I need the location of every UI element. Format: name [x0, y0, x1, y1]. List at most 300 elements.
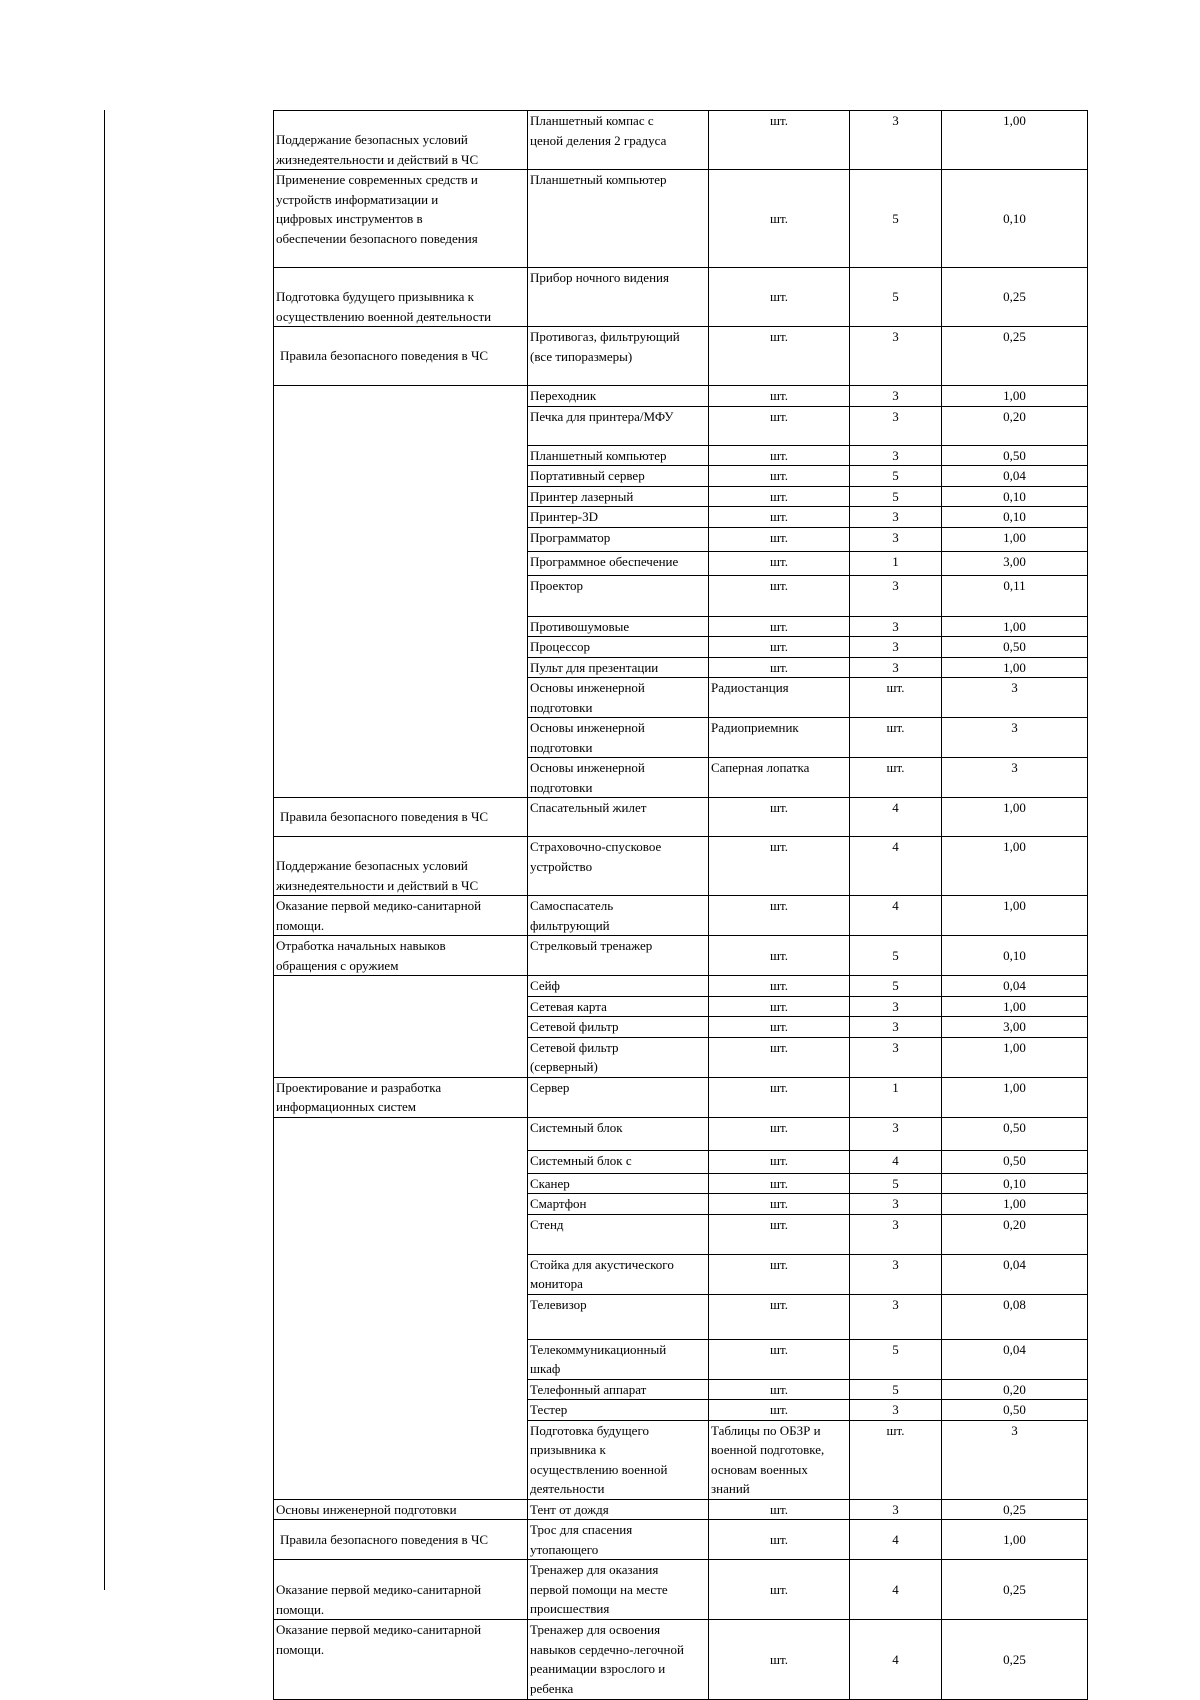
- unit-value: шт.: [770, 639, 788, 654]
- unit-cell: [709, 327, 850, 386]
- unit-cell: [709, 936, 850, 976]
- section-cell: [274, 386, 528, 798]
- section-name: Основы инженерной подготовки: [530, 720, 645, 755]
- coefficient-value: 1,00: [1003, 1531, 1026, 1547]
- coefficient-value: 0,10: [1003, 488, 1026, 504]
- coefficient-value: 1,00: [1003, 659, 1026, 675]
- quantity-cell: [850, 976, 942, 997]
- quantity-value: 4: [892, 839, 899, 854]
- item-name-cell: [528, 1037, 709, 1077]
- quantity-value: 3: [892, 1501, 899, 1517]
- quantity-cell: [850, 657, 942, 678]
- quantity-value: 3: [1011, 680, 1018, 695]
- unit-cell: [709, 837, 850, 896]
- item-name: Трос для спасения утопающего: [530, 1522, 633, 1557]
- item-name: Телефонный аппарат: [530, 1381, 647, 1397]
- quantity-value: 3: [1011, 720, 1018, 735]
- unit-cell: [850, 678, 942, 718]
- quantity-value: 3: [892, 1039, 899, 1055]
- quantity-cell: [850, 896, 942, 936]
- unit-value: шт.: [770, 1296, 788, 1312]
- quantity-cell: [850, 1294, 942, 1339]
- coefficient-value: 0,50: [1003, 447, 1026, 463]
- coefficient-value: 1,00: [1003, 898, 1026, 913]
- unit-cell: [709, 1017, 850, 1038]
- item-name: Телекоммуникационный шкаф: [530, 1341, 667, 1376]
- coefficient-cell: [942, 1379, 1088, 1400]
- coefficient-cell: [942, 1194, 1088, 1215]
- coefficient-cell: [942, 1037, 1088, 1077]
- unit-value: шт.: [770, 800, 788, 815]
- unit-value: шт.: [770, 388, 788, 403]
- unit-cell: [709, 507, 850, 528]
- coefficient-value: 0,25: [1003, 329, 1026, 344]
- coefficient-value: 0,20: [1003, 408, 1026, 424]
- quantity-cell: [850, 1400, 942, 1421]
- quantity-value: 3: [892, 408, 899, 424]
- coefficient-cell: [942, 1254, 1088, 1294]
- item-name-cell: [709, 758, 850, 798]
- unit-value: шт.: [886, 760, 905, 775]
- unit-value: шт.: [770, 998, 788, 1014]
- coefficient-value: 1,00: [1003, 113, 1026, 128]
- quantity-value: 3: [892, 388, 899, 403]
- coefficient-cell: [942, 1620, 1088, 1700]
- coefficient-cell: [942, 386, 1088, 407]
- coefficient-value: 1,00: [1003, 1196, 1026, 1211]
- table-row: [274, 837, 1088, 896]
- unit-cell: [709, 386, 850, 407]
- coefficient-value: 0,50: [1003, 1402, 1026, 1417]
- item-name: Портативный сервер: [530, 468, 645, 483]
- coefficient-value: 0,50: [1003, 639, 1026, 654]
- unit-value: шт.: [770, 1019, 788, 1034]
- coefficient-cell: [942, 1173, 1088, 1194]
- unit-cell: [709, 1117, 850, 1150]
- section-cell: [528, 718, 709, 758]
- unit-value: шт.: [886, 680, 905, 695]
- quantity-cell: [850, 268, 942, 327]
- section-cell: [528, 678, 709, 718]
- coefficient-value: 0,10: [1003, 947, 1026, 963]
- item-name-cell: [528, 1294, 709, 1339]
- coefficient-cell: [942, 170, 1088, 268]
- section-name: Применение современных средств и устройств информатизации и цифровых инструментов в обеспечении безопасного поведения: [276, 172, 478, 246]
- item-name-cell: [528, 1254, 709, 1294]
- section-name: Правила безопасного поведения в ЧС: [280, 1531, 489, 1547]
- quantity-value: 5: [892, 1381, 899, 1397]
- coefficient-value: 1,00: [1003, 388, 1026, 403]
- item-name: Процессор: [530, 639, 590, 654]
- unit-value: шт.: [770, 1402, 788, 1417]
- table-row: [274, 111, 1088, 170]
- quantity-cell: [850, 616, 942, 637]
- item-name-cell: [528, 657, 709, 678]
- unit-cell: [850, 758, 942, 798]
- item-name-cell: [528, 616, 709, 637]
- coefficient-cell: [942, 936, 1088, 976]
- section-cell: [528, 1420, 709, 1499]
- unit-cell: [709, 896, 850, 936]
- unit-cell: [709, 1620, 850, 1700]
- unit-cell: [709, 1173, 850, 1194]
- coefficient-value: 0,25: [1003, 1581, 1026, 1597]
- unit-cell: [709, 466, 850, 487]
- unit-cell: [709, 111, 850, 170]
- item-name: Программатор: [530, 529, 611, 545]
- coefficient-value: 0,11: [1003, 577, 1026, 593]
- item-name: Системный блок с: [530, 1152, 632, 1168]
- item-name: Телевизор: [530, 1296, 587, 1312]
- item-name: Принтер лазерный: [530, 488, 634, 504]
- quantity-value: 5: [892, 1175, 899, 1191]
- unit-value: шт.: [770, 839, 788, 854]
- equipment-table: [273, 110, 1088, 1700]
- unit-value: шт.: [770, 1039, 788, 1055]
- section-name: Поддержание безопасных условий жизнедеятельности и действий в ЧС: [276, 132, 479, 167]
- quantity-cell: [850, 507, 942, 528]
- unit-value: шт.: [770, 1381, 788, 1397]
- section-cell: [274, 1620, 528, 1700]
- item-name-cell: [528, 111, 709, 170]
- quantity-value: 5: [892, 289, 899, 305]
- coefficient-value: 0,25: [1003, 289, 1026, 305]
- unit-value: шт.: [770, 1341, 788, 1357]
- item-name: Стойка для акустического монитора: [530, 1256, 674, 1291]
- table-row: [274, 936, 1088, 976]
- section-name: Подготовка будущего призывника к осуществлению военной деятельности: [530, 1422, 668, 1496]
- coefficient-cell: [942, 1499, 1088, 1520]
- unit-value: шт.: [770, 947, 788, 963]
- unit-cell: [709, 1214, 850, 1254]
- quantity-value: 3: [892, 329, 899, 344]
- section-cell: [274, 327, 528, 386]
- coefficient-cell: [942, 1520, 1088, 1560]
- item-name-cell: [528, 1017, 709, 1038]
- item-name-cell: [528, 1117, 709, 1150]
- coefficient-cell: [942, 268, 1088, 327]
- unit-value: шт.: [770, 1079, 788, 1095]
- item-name: Программное обеспечение: [530, 553, 679, 569]
- coefficient-cell: [942, 976, 1088, 997]
- quantity-cell: [850, 551, 942, 575]
- item-name: Печка для принтера/МФУ: [530, 408, 674, 424]
- item-name-cell: [528, 406, 709, 445]
- item-name: Проектор: [530, 577, 583, 593]
- item-name: Спасательный жилет: [530, 800, 647, 815]
- coefficient-value: 1,00: [1003, 800, 1026, 815]
- item-name: Противошумовые: [530, 618, 630, 634]
- quantity-cell: [850, 1560, 942, 1620]
- coefficient-cell: [942, 616, 1088, 637]
- quantity-cell: [942, 678, 1088, 718]
- quantity-value: 5: [892, 210, 899, 226]
- item-name-cell: [528, 837, 709, 896]
- coefficient-value: 0,50: [1003, 1152, 1026, 1168]
- item-name-cell: [528, 445, 709, 466]
- item-name-cell: [709, 1420, 850, 1499]
- item-name-cell: [528, 386, 709, 407]
- coefficient-value: 1,00: [1003, 1039, 1026, 1055]
- quantity-cell: [850, 1037, 942, 1077]
- section-cell: [274, 976, 528, 1078]
- coefficient-value: 3,00: [1003, 1019, 1026, 1034]
- coefficient-value: 0,50: [1003, 1119, 1026, 1135]
- quantity-value: 4: [892, 1152, 899, 1168]
- item-name-cell: [528, 1339, 709, 1379]
- quantity-cell: [850, 1150, 942, 1173]
- item-name-cell: [528, 575, 709, 616]
- coefficient-value: 0,08: [1003, 1296, 1026, 1312]
- unit-cell: [709, 1194, 850, 1215]
- quantity-cell: [850, 406, 942, 445]
- quantity-value: 3: [892, 577, 899, 593]
- section-cell: [274, 837, 528, 896]
- quantity-cell: [850, 1499, 942, 1520]
- unit-cell: [709, 1520, 850, 1560]
- unit-value: шт.: [770, 659, 788, 675]
- section-cell: [274, 1520, 528, 1560]
- quantity-cell: [850, 386, 942, 407]
- coefficient-value: 1,00: [1003, 1079, 1026, 1095]
- equipment-table-body: [274, 111, 1088, 1700]
- item-name-cell: [528, 466, 709, 487]
- coefficient-cell: [942, 327, 1088, 386]
- coefficient-cell: [942, 996, 1088, 1017]
- unit-cell: [709, 486, 850, 507]
- item-name-cell: [528, 1620, 709, 1700]
- item-name-cell: [528, 1077, 709, 1117]
- table-row: [274, 976, 1088, 997]
- unit-cell: [709, 551, 850, 575]
- quantity-value: 5: [892, 947, 899, 963]
- quantity-value: 3: [892, 1196, 899, 1211]
- unit-cell: [709, 616, 850, 637]
- coefficient-cell: [942, 798, 1088, 837]
- coefficient-cell: [942, 527, 1088, 551]
- quantity-cell: [850, 170, 942, 268]
- section-cell: [274, 1560, 528, 1620]
- item-name-cell: [528, 1520, 709, 1560]
- unit-value: шт.: [770, 210, 788, 226]
- unit-cell: [709, 1150, 850, 1173]
- coefficient-value: 0,10: [1003, 1175, 1026, 1191]
- table-row: [274, 1620, 1088, 1700]
- item-name-cell: [528, 170, 709, 268]
- item-name: Противогаз, фильтрующий (все типоразмеры): [530, 329, 680, 364]
- unit-value: шт.: [770, 1119, 788, 1135]
- quantity-value: 3: [892, 447, 899, 463]
- item-name: Стенд: [530, 1216, 564, 1232]
- quantity-value: 3: [892, 1402, 899, 1417]
- quantity-value: 3: [892, 1216, 899, 1232]
- item-name-cell: [528, 637, 709, 658]
- quantity-cell: [850, 527, 942, 551]
- unit-cell: [709, 527, 850, 551]
- quantity-value: 1: [892, 1079, 899, 1095]
- item-name-cell: [709, 718, 850, 758]
- section-cell: [274, 170, 528, 268]
- quantity-value: 3: [892, 1019, 899, 1034]
- unit-value: шт.: [770, 618, 788, 634]
- unit-value: шт.: [770, 447, 788, 463]
- quantity-value: 4: [892, 1531, 899, 1547]
- coefficient-value: 3,00: [1003, 553, 1026, 569]
- item-name: Сервер: [530, 1079, 570, 1095]
- coefficient-value: 1,00: [1003, 618, 1026, 634]
- unit-value: шт.: [770, 408, 788, 424]
- item-name-cell: [528, 486, 709, 507]
- table-row: [274, 1077, 1088, 1117]
- quantity-cell: [942, 1420, 1088, 1499]
- item-name: Сетевая карта: [530, 998, 607, 1014]
- table-row: [274, 170, 1088, 268]
- quantity-cell: [850, 111, 942, 170]
- table-row: [274, 268, 1088, 327]
- coefficient-value: 0,10: [1003, 210, 1026, 226]
- quantity-value: 3: [892, 113, 899, 128]
- table-row: [274, 1520, 1088, 1560]
- quantity-value: 5: [892, 978, 899, 993]
- table-row: [274, 1499, 1088, 1520]
- item-name-cell: [709, 678, 850, 718]
- item-name-cell: [528, 936, 709, 976]
- unit-value: шт.: [770, 468, 788, 483]
- quantity-cell: [850, 1620, 942, 1700]
- coefficient-cell: [942, 111, 1088, 170]
- unit-value: шт.: [770, 1216, 788, 1232]
- quantity-value: 5: [892, 468, 899, 483]
- quantity-cell: [850, 1017, 942, 1038]
- section-name: Правила безопасного поведения в ЧС: [280, 809, 489, 825]
- unit-cell: [709, 637, 850, 658]
- quantity-value: 3: [892, 1256, 899, 1272]
- item-name-cell: [528, 1400, 709, 1421]
- section-cell: [274, 1077, 528, 1117]
- unit-cell: [709, 1254, 850, 1294]
- coefficient-value: 0,04: [1003, 1256, 1026, 1272]
- coefficient-cell: [942, 1150, 1088, 1173]
- unit-value: шт.: [770, 529, 788, 545]
- coefficient-value: 0,20: [1003, 1216, 1026, 1232]
- item-name-cell: [528, 996, 709, 1017]
- section-name: Оказание первой медико-санитарной помощи.: [276, 1622, 482, 1657]
- unit-value: шт.: [770, 329, 788, 344]
- item-name-cell: [528, 551, 709, 575]
- table-row: [274, 327, 1088, 386]
- item-name-cell: [528, 1194, 709, 1215]
- coefficient-cell: [942, 551, 1088, 575]
- item-name-cell: [528, 798, 709, 837]
- coefficient-value: 1,00: [1003, 998, 1026, 1014]
- item-name-cell: [528, 896, 709, 936]
- section-cell: [274, 1499, 528, 1520]
- quantity-cell: [850, 1194, 942, 1215]
- quantity-cell: [850, 637, 942, 658]
- unit-cell: [709, 575, 850, 616]
- quantity-value: 3: [892, 659, 899, 675]
- unit-cell: [709, 657, 850, 678]
- quantity-cell: [850, 1339, 942, 1379]
- quantity-cell: [850, 837, 942, 896]
- item-name: Стрелковый тренажер: [530, 938, 653, 953]
- unit-cell: [709, 445, 850, 466]
- coefficient-value: 1,00: [1003, 839, 1026, 854]
- quantity-cell: [850, 798, 942, 837]
- unit-value: шт.: [770, 577, 788, 593]
- item-name: Планшетный компас с ценой деления 2 градуса: [530, 113, 667, 148]
- unit-cell: [709, 1294, 850, 1339]
- table-row: [274, 1560, 1088, 1620]
- unit-cell: [709, 1037, 850, 1077]
- coefficient-cell: [942, 837, 1088, 896]
- coefficient-value: 0,04: [1003, 978, 1026, 993]
- item-name: Тент от дождя: [530, 1501, 609, 1517]
- item-name: Прибор ночного видения: [530, 270, 669, 285]
- table-row: [274, 896, 1088, 936]
- unit-value: шт.: [770, 553, 788, 569]
- item-name-cell: [528, 327, 709, 386]
- table-row: [274, 386, 1088, 407]
- section-cell: [274, 268, 528, 327]
- quantity-cell: [850, 486, 942, 507]
- coefficient-cell: [942, 507, 1088, 528]
- quantity-value: 5: [892, 488, 899, 504]
- quantity-cell: [850, 327, 942, 386]
- unit-cell: [709, 798, 850, 837]
- coefficient-cell: [942, 657, 1088, 678]
- coefficient-cell: [942, 1077, 1088, 1117]
- unit-value: шт.: [770, 509, 788, 524]
- item-name: Самоспасатель фильтрующий: [530, 898, 614, 933]
- item-name: Сетевой фильтр (серверный): [530, 1039, 619, 1074]
- coefficient-cell: [942, 1214, 1088, 1254]
- quantity-cell: [850, 1117, 942, 1150]
- unit-cell: [709, 1379, 850, 1400]
- item-name: Пульт для презентации: [530, 659, 659, 675]
- unit-value: шт.: [770, 978, 788, 993]
- quantity-value: 3: [892, 529, 899, 545]
- unit-cell: [850, 718, 942, 758]
- left-margin-rule: [104, 110, 105, 1590]
- unit-value: шт.: [770, 1581, 788, 1597]
- unit-value: шт.: [770, 1196, 788, 1211]
- section-name: Проектирование и разработка информационных систем: [276, 1079, 442, 1114]
- unit-value: шт.: [770, 1175, 788, 1191]
- quantity-cell: [942, 718, 1088, 758]
- quantity-value: 4: [892, 1651, 899, 1667]
- section-cell: [274, 1117, 528, 1499]
- quantity-cell: [850, 445, 942, 466]
- quantity-cell: [850, 1173, 942, 1194]
- quantity-value: 4: [892, 800, 899, 815]
- unit-cell: [709, 170, 850, 268]
- item-name-cell: [528, 1173, 709, 1194]
- quantity-value: 3: [892, 1119, 899, 1135]
- section-name: Поддержание безопасных условий жизнедеятельности и действий в ЧС: [276, 858, 479, 893]
- item-name: Саперная лопатка: [711, 760, 810, 775]
- item-name: Смартфон: [530, 1196, 587, 1211]
- item-name-cell: [528, 1499, 709, 1520]
- item-name: Переходник: [530, 388, 597, 403]
- quantity-cell: [850, 936, 942, 976]
- quantity-value: 3: [892, 998, 899, 1014]
- unit-value: шт.: [770, 113, 788, 128]
- item-name-cell: [528, 527, 709, 551]
- unit-value: шт.: [886, 720, 905, 735]
- coefficient-cell: [942, 1560, 1088, 1620]
- section-cell: [274, 798, 528, 837]
